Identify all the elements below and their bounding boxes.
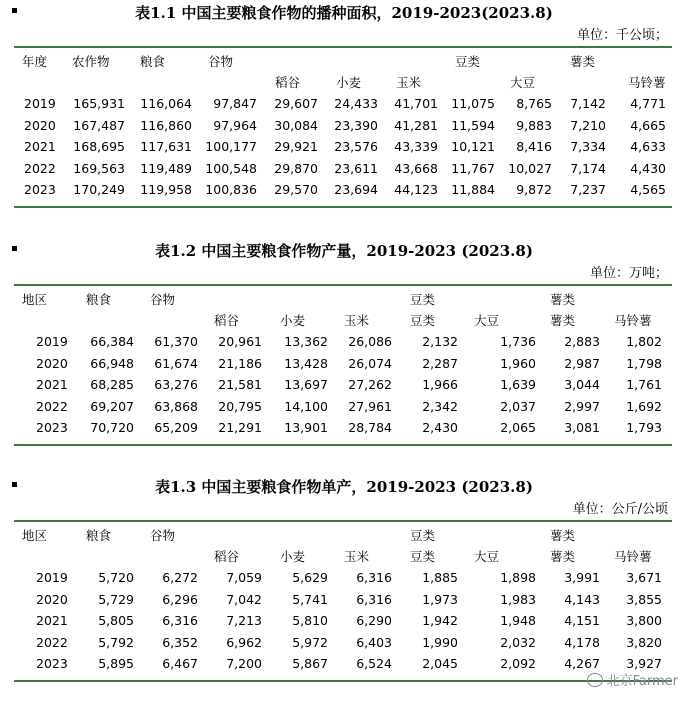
column-subheader: 稻谷 bbox=[214, 549, 240, 564]
table-cell: 1,983 bbox=[500, 591, 536, 607]
table-cell: 1,942 bbox=[422, 613, 458, 628]
table-top-rule bbox=[14, 46, 672, 48]
table-cell: 2,997 bbox=[564, 398, 600, 414]
table-cell: 6,403 bbox=[356, 634, 392, 650]
table-cell: 4,267 bbox=[564, 656, 600, 671]
table-cell: 8,416 bbox=[516, 139, 552, 154]
column-header: 薯类 bbox=[550, 292, 576, 307]
table-bottom-rule bbox=[14, 680, 672, 682]
table-cell: 43,668 bbox=[394, 160, 438, 176]
table-cell: 4,151 bbox=[564, 613, 600, 628]
table-cell: 3,927 bbox=[626, 656, 662, 671]
table-cell: 13,697 bbox=[284, 377, 328, 392]
table-cell: 1,802 bbox=[626, 334, 662, 349]
column-header: 豆类 bbox=[410, 292, 436, 307]
table-cell: 3,081 bbox=[564, 420, 600, 435]
table-cell: 13,428 bbox=[284, 355, 328, 371]
table-cell: 20,795 bbox=[218, 398, 262, 414]
table-cell: 5,895 bbox=[98, 656, 134, 671]
table-top-rule bbox=[14, 520, 672, 522]
table-cell: 4,771 bbox=[630, 96, 666, 111]
table-cell: 5,729 bbox=[98, 591, 134, 607]
table-cell: 26,074 bbox=[348, 355, 392, 371]
table-cell: 3,991 bbox=[564, 570, 600, 585]
table-cell: 1,990 bbox=[422, 634, 458, 650]
table-cell: 119,489 bbox=[140, 160, 192, 176]
column-header: 薯类 bbox=[550, 528, 576, 543]
row-year: 2019 bbox=[36, 570, 68, 585]
row-year: 2021 bbox=[36, 377, 68, 392]
table-cell: 1,692 bbox=[626, 398, 662, 414]
table-cell: 13,362 bbox=[284, 334, 328, 349]
table-cell: 14,100 bbox=[284, 398, 328, 414]
row-year: 2020 bbox=[24, 117, 56, 133]
table-cell: 119,958 bbox=[140, 182, 192, 197]
table-cell: 2,092 bbox=[500, 656, 536, 671]
table-cell: 7,213 bbox=[226, 613, 262, 628]
table-cell: 63,868 bbox=[154, 398, 198, 414]
column-header: 豆类 bbox=[410, 528, 436, 543]
table-cell: 2,032 bbox=[500, 634, 536, 650]
table-cell: 1,761 bbox=[626, 377, 662, 392]
table-cell: 1,793 bbox=[626, 420, 662, 435]
table-cell: 168,695 bbox=[73, 139, 125, 154]
column-subheader: 马铃薯 bbox=[614, 549, 652, 564]
table-cell: 24,433 bbox=[334, 96, 378, 111]
column-header: 谷物 bbox=[150, 292, 176, 307]
table-cell: 1,966 bbox=[422, 377, 458, 392]
table-cell: 30,084 bbox=[274, 117, 318, 133]
table-cell: 3,855 bbox=[626, 591, 662, 607]
table-cell: 6,962 bbox=[226, 634, 262, 650]
column-subheader: 稻谷 bbox=[214, 313, 240, 328]
table-cell: 11,075 bbox=[451, 96, 495, 111]
row-year: 2019 bbox=[24, 96, 56, 111]
table-cell: 9,883 bbox=[516, 117, 552, 133]
column-subheader: 薯类 bbox=[550, 549, 576, 564]
table-cell: 11,884 bbox=[451, 182, 495, 197]
column-subheader: 小麦 bbox=[280, 313, 306, 328]
table-cell: 4,565 bbox=[630, 182, 666, 197]
table-cell: 66,948 bbox=[90, 355, 134, 371]
table-cell: 117,631 bbox=[140, 139, 192, 154]
table-cell: 29,570 bbox=[274, 182, 318, 197]
column-header: 谷物 bbox=[150, 528, 176, 543]
column-header: 粮食 bbox=[86, 292, 112, 307]
row-year: 2022 bbox=[24, 160, 56, 176]
row-year: 2021 bbox=[36, 613, 68, 628]
table-cell: 41,281 bbox=[394, 117, 438, 133]
table-cell: 7,334 bbox=[570, 139, 606, 154]
table-cell: 1,639 bbox=[500, 377, 536, 392]
table-cell: 10,121 bbox=[451, 139, 495, 154]
table-cell: 167,487 bbox=[73, 117, 125, 133]
table-bottom-rule bbox=[14, 444, 672, 446]
table-cell: 6,352 bbox=[162, 634, 198, 650]
table-cell: 170,249 bbox=[73, 182, 125, 197]
table-cell: 116,064 bbox=[140, 96, 192, 111]
column-header: 薯类 bbox=[570, 54, 596, 69]
table-cell: 6,296 bbox=[162, 591, 198, 607]
watermark bbox=[587, 670, 678, 689]
table-cell: 3,800 bbox=[626, 613, 662, 628]
column-header: 地区 bbox=[22, 292, 48, 307]
row-year: 2020 bbox=[36, 591, 68, 607]
table-cell: 20,961 bbox=[218, 334, 262, 349]
table-cell: 2,287 bbox=[422, 355, 458, 371]
table-cell: 165,931 bbox=[73, 96, 125, 111]
table-cell: 29,870 bbox=[274, 160, 318, 176]
table-cell: 100,548 bbox=[205, 160, 257, 176]
table-cell: 100,177 bbox=[205, 139, 257, 154]
table-cell: 2,342 bbox=[422, 398, 458, 414]
table-cell: 5,805 bbox=[98, 613, 134, 628]
table-cell: 23,611 bbox=[334, 160, 378, 176]
table-cell: 44,123 bbox=[394, 182, 438, 197]
table-cell: 5,741 bbox=[292, 591, 328, 607]
table-cell: 4,665 bbox=[630, 117, 666, 133]
table-cell: 100,836 bbox=[205, 182, 257, 197]
table-cell: 65,209 bbox=[154, 420, 198, 435]
row-year: 2020 bbox=[36, 355, 68, 371]
column-header: 粮食 bbox=[140, 54, 166, 69]
column-header: 粮食 bbox=[86, 528, 112, 543]
table-cell: 7,042 bbox=[226, 591, 262, 607]
table-cell: 23,576 bbox=[334, 139, 378, 154]
table-cell: 2,037 bbox=[500, 398, 536, 414]
row-year: 2023 bbox=[24, 182, 56, 197]
table-cell: 7,200 bbox=[226, 656, 262, 671]
table-cell: 21,291 bbox=[218, 420, 262, 435]
table-cell: 2,883 bbox=[564, 334, 600, 349]
table-cell: 2,045 bbox=[422, 656, 458, 671]
table-title: 表1.1 中国主要粮食作物的播种面积，2019-2023(2023.8) bbox=[135, 4, 553, 22]
table-cell: 9,872 bbox=[516, 182, 552, 197]
table-cell: 7,059 bbox=[226, 570, 262, 585]
table-cell: 3,820 bbox=[626, 634, 662, 650]
table-cell: 6,524 bbox=[356, 656, 392, 671]
row-year: 2021 bbox=[24, 139, 56, 154]
table-cell: 7,174 bbox=[570, 160, 606, 176]
column-subheader: 玉米 bbox=[344, 549, 370, 564]
table-cell: 23,694 bbox=[334, 182, 378, 197]
table-cell: 3,671 bbox=[626, 570, 662, 585]
table-cell: 61,674 bbox=[154, 355, 198, 371]
row-year: 2023 bbox=[36, 420, 68, 435]
table-cell: 1,898 bbox=[500, 570, 536, 585]
column-header: 谷物 bbox=[208, 54, 234, 69]
table-cell: 70,720 bbox=[90, 420, 134, 435]
table-cell: 21,186 bbox=[218, 355, 262, 371]
column-header: 农作物 bbox=[72, 54, 110, 69]
column-subheader: 玉米 bbox=[396, 75, 422, 90]
table-cell: 5,629 bbox=[292, 570, 328, 585]
table-top-rule bbox=[14, 284, 672, 286]
column-subheader: 玉米 bbox=[344, 313, 370, 328]
table-cell: 2,987 bbox=[564, 355, 600, 371]
table-cell: 1,960 bbox=[500, 355, 536, 371]
row-year: 2023 bbox=[36, 656, 68, 671]
table-cell: 5,972 bbox=[292, 634, 328, 650]
table-cell: 7,142 bbox=[570, 96, 606, 111]
column-header: 豆类 bbox=[455, 54, 481, 69]
table-cell: 41,701 bbox=[394, 96, 438, 111]
table-cell: 43,339 bbox=[394, 139, 438, 154]
table-cell: 1,736 bbox=[500, 334, 536, 349]
table-unit: 单位：万吨； bbox=[589, 266, 668, 281]
table-cell: 28,784 bbox=[348, 420, 392, 435]
table-cell: 10,027 bbox=[508, 160, 552, 176]
table-cell: 5,810 bbox=[292, 613, 328, 628]
table-cell: 27,262 bbox=[348, 377, 392, 392]
table-unit: 单位：千公顷； bbox=[576, 28, 668, 43]
table-cell: 1,798 bbox=[626, 355, 662, 371]
table-unit: 单位：公斤/公顷 bbox=[572, 502, 668, 517]
table-cell: 61,370 bbox=[154, 334, 198, 349]
table-cell: 23,390 bbox=[334, 117, 378, 133]
column-header: 地区 bbox=[22, 528, 48, 543]
table-cell: 1,885 bbox=[422, 570, 458, 585]
table-cell: 11,767 bbox=[451, 160, 495, 176]
table-cell: 5,720 bbox=[98, 570, 134, 585]
column-subheader: 小麦 bbox=[336, 75, 362, 90]
table-cell: 27,961 bbox=[348, 398, 392, 414]
table-cell: 5,792 bbox=[98, 634, 134, 650]
table-cell: 3,044 bbox=[564, 377, 600, 392]
table-cell: 2,430 bbox=[422, 420, 458, 435]
table-cell: 68,285 bbox=[90, 377, 134, 392]
table-cell: 4,143 bbox=[564, 591, 600, 607]
column-subheader: 小麦 bbox=[280, 549, 306, 564]
row-year: 2022 bbox=[36, 634, 68, 650]
column-subheader: 马铃薯 bbox=[614, 313, 652, 328]
table-cell: 4,430 bbox=[630, 160, 666, 176]
column-subheader: 豆类 bbox=[410, 313, 436, 328]
table-cell: 29,607 bbox=[274, 96, 318, 111]
table-cell: 97,847 bbox=[213, 96, 257, 111]
column-subheader: 大豆 bbox=[474, 313, 500, 328]
table-title: 表1.3 中国主要粮食作物单产，2019-2023 (2023.8) bbox=[155, 478, 533, 496]
table-cell: 2,132 bbox=[422, 334, 458, 349]
table-cell: 11,594 bbox=[451, 117, 495, 133]
column-subheader: 马铃薯 bbox=[628, 75, 666, 90]
table-cell: 116,860 bbox=[140, 117, 192, 133]
table-cell: 6,467 bbox=[162, 656, 198, 671]
table-cell: 6,316 bbox=[356, 591, 392, 607]
table-cell: 169,563 bbox=[73, 160, 125, 176]
table-cell: 63,276 bbox=[154, 377, 198, 392]
table-cell: 6,316 bbox=[356, 570, 392, 585]
column-subheader: 大豆 bbox=[474, 549, 500, 564]
table-cell: 21,581 bbox=[218, 377, 262, 392]
row-year: 2022 bbox=[36, 398, 68, 414]
table-cell: 26,086 bbox=[348, 334, 392, 349]
table-cell: 69,207 bbox=[90, 398, 134, 414]
column-subheader: 豆类 bbox=[410, 549, 436, 564]
table-cell: 6,316 bbox=[162, 613, 198, 628]
column-subheader: 大豆 bbox=[510, 75, 536, 90]
table-cell: 66,384 bbox=[90, 334, 134, 349]
table-cell: 7,237 bbox=[570, 182, 606, 197]
table-cell: 5,867 bbox=[292, 656, 328, 671]
table-title: 表1.2 中国主要粮食作物产量，2019-2023 (2023.8) bbox=[155, 242, 533, 260]
table-bottom-rule bbox=[14, 206, 672, 208]
table-cell: 4,178 bbox=[564, 634, 600, 650]
table-cell: 6,290 bbox=[356, 613, 392, 628]
table-cell: 8,765 bbox=[516, 96, 552, 111]
wechat-icon bbox=[587, 673, 603, 687]
table-cell: 1,973 bbox=[422, 591, 458, 607]
table-cell: 2,065 bbox=[500, 420, 536, 435]
column-subheader: 稻谷 bbox=[275, 75, 301, 90]
table-cell: 97,964 bbox=[213, 117, 257, 133]
row-year: 2019 bbox=[36, 334, 68, 349]
table-cell: 7,210 bbox=[570, 117, 606, 133]
table-cell: 4,633 bbox=[630, 139, 666, 154]
watermark-text: 北京Farmer bbox=[606, 674, 678, 689]
table-cell: 6,272 bbox=[162, 570, 198, 585]
table-cell: 1,948 bbox=[500, 613, 536, 628]
column-header: 年度 bbox=[22, 54, 48, 69]
table-cell: 29,921 bbox=[274, 139, 318, 154]
column-subheader: 薯类 bbox=[550, 313, 576, 328]
table-cell: 13,901 bbox=[284, 420, 328, 435]
